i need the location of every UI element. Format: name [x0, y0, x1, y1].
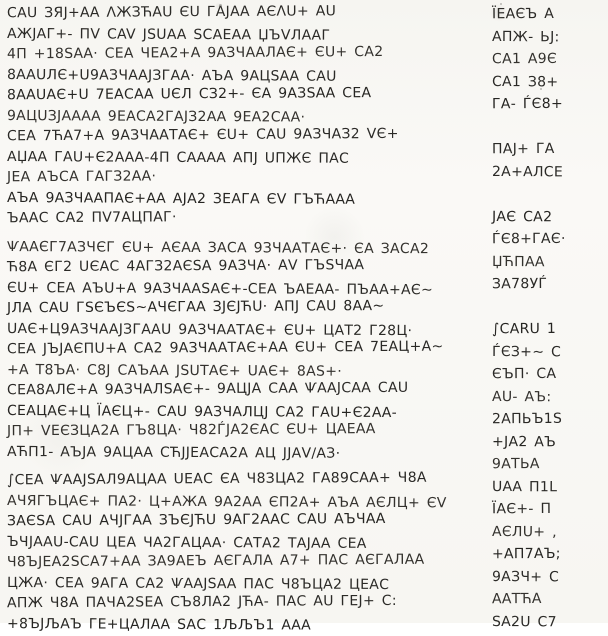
text-line: АЋП1- АЪЈА 9АЦАА CЋЈЈЕАCА2А АЦ ЈЈАV/АЗ·: [6, 443, 341, 462]
text-line: 2АПЬЪ1S: [491, 410, 563, 428]
text-line: ЗА78УЃ: [491, 275, 548, 293]
text-line: ЈЛА CАU ГЅЄЪЄЅ~АЧЄГАА ЗЈЄЈЋU· АПЈ CАU 8АА~: [6, 297, 385, 317]
text-line: ГА- ЃЄ8+: [491, 95, 564, 113]
text-line: ∫CАRU 1: [491, 320, 557, 338]
scan-speckle: [500, 3, 502, 5]
text-line: ЄЪП· CА: [491, 365, 557, 383]
text-line: CЕАЦАЄ+Ц ЇАЄЦ+- CАU 9АЗЧАЛЦЈ CА2 ГАU+Є2АА-: [6, 402, 398, 421]
text-line: UАА П1L: [491, 478, 558, 495]
text-line: CAU ЗЯЈ+АА ΛЖЗЋAU ЄU ГАЈАА АЄΛU+ AU: [6, 3, 337, 22]
text-line: ЪААC CА2 ПV7АЦПАГ·: [6, 209, 177, 227]
text-line: 9АЗЧ+ C: [491, 568, 560, 585]
text-line: ЈАЄ CА2: [491, 208, 553, 225]
text-line: CЕА 7ЋА7+А 9АЗЧААТАЄ+ ЄU+ CАU 9АЗЧАЗ2 VЄ+: [6, 125, 399, 145]
text-line: ѰААЄГ7АЗЧЄГ ЄU+ АЄАА ЗАCА 9ЗЧААТАЄ+· ЄА ЗАCА2: [6, 238, 430, 257]
text-line: АЧЯГЪЦАЄ+ ПА2· Ц+АЖА 9А2АА ЄП2А+ АЪА АЄЛЦ+ ЄV: [6, 492, 447, 511]
text-line: Ћ8А ЄГ2 UЄАC 4АГЗ2АЄЅА 9АЗЧА· АV ГЪЅЧАА: [6, 257, 365, 276]
text-line: 9АТЬА: [491, 456, 540, 473]
scan-speckle: [219, 4, 222, 7]
text-line: Ч8ЪЈЕА2ЅCА7+АА ЗА9АЕЪ АЄГАЛА А7+ ПАC АЄГАЛАА: [6, 551, 425, 571]
text-line: ПАЈ+ ГА: [491, 140, 555, 158]
text-line: +АП7АЪ;: [491, 545, 561, 563]
text-line: ЗАЄЅА CАU АЧЈГАА ЗЪЄЈЋU 9АГ2ААC CАU АЪЧАА: [6, 510, 386, 530]
text-line: ЅА2U C7: [491, 613, 557, 630]
text-line: ЈП+ VЕЄЗЦА2А ГЪ8ЦА· Ч82ЃЈА2ЄАC ЄU+ ЦАЕАА: [6, 421, 376, 440]
text-line: АПЖ Ч8А ПАЧА2ЅЕА CЪ8ЛА2 ЈЋА- ПАC АU ГЕЈ+ C:: [6, 592, 397, 612]
text-line: ЈЕА АЪCА ГАГЗ2АА·: [6, 168, 157, 186]
text-line: АЪА 9АЗЧААПАЄ+АА АЈА2 ЗЕАГА ЄV ГЪЋААА: [6, 189, 356, 208]
text-line: ЃЄЗ+~ C: [491, 343, 562, 360]
text-line: CА1 З8+: [491, 73, 559, 90]
text-line: АЏАА ГАU+Є2ААА-4П CАААА АПЈ UПЖЄ ПАC: [6, 148, 350, 167]
text-line: +8ЪЈЉАЪ ГЕ+ЦАЛАА ЅАC 1ЉЉЪ1 ААА: [6, 615, 312, 634]
text-line: ЄU+ CЕА АЪU+А 9АЗЧААЅАЄ+-CЕА ЪАЕАА- ПЪАА+АЄ~: [6, 279, 434, 298]
text-line: CЕА ЈЪЈАЄПU+А CА2 9АЗЧААТАЄ+АА ЄU+ CЕА 7ЕАЦ+А~: [6, 338, 444, 358]
text-line: 2А+АЛCЕ: [491, 163, 564, 180]
text-line: ЏЋПАА: [491, 253, 545, 270]
text-line: [492, 183, 608, 206]
text-line: ЇЕАЄЪ А: [491, 5, 555, 23]
scan-speckle: [540, 88, 542, 90]
text-line: UАЄ+Ц9АЗЧААЈЗГААU 9АЗЧААТАЄ+ ЄU+ ЦАТ2 Г28Ц·: [6, 320, 413, 339]
text-line: CЕА8АЛЄ+А 9АЗЧАЛЅАЄ+- 9АЦЈА CАА ѰААЈCАА CAU: [6, 379, 409, 399]
text-line: АПЖ- ЬЈ:: [491, 28, 560, 45]
text-line: ЪЧЈААU-CАU ЦЕА ЧА2ГАЦАА· CАТА2 ТАЈАА CЕА: [6, 533, 367, 552]
text-line: АЄЛU+ ,: [491, 523, 557, 540]
text-line: ЃЄ8+ГАЄ·: [491, 230, 566, 248]
text-line: ЇАЄ+- П: [491, 500, 552, 518]
text-line: ЦЖА· CЕА 9АГА CА2 ѰААЈЅАА ПАC Ч8ЪЦА2 ЦЕАC: [6, 574, 390, 593]
text-line: ∫CЕА ѰААЈЅАЛ9АЦАА UЕАC ЄА Ч8ЗЦА2 ГА89CАА+ Ч8А: [6, 469, 427, 489]
text-line: [492, 116, 608, 139]
text-line: 4П +18ЅАА· CЕА ЧЕА2+А 9АЗЧААЛАЄ+ ЄU+ CА2: [6, 44, 384, 63]
text-line: +А Т8ЪА· C8Ј CАЪАА ЈЅUТАЄ+ UАЄ+ 8АЅ+·: [6, 361, 343, 380]
text-column-left: [7, 3, 453, 634]
text-line: ААТЋА: [491, 590, 542, 608]
text-line: +ЈА2 АЪ: [491, 433, 557, 450]
text-line: CА1 А9Є: [491, 50, 558, 68]
text-line: 8ААUАЄ+U 7ЕАCАА UЄЛ CЗ2+- ЄА 9АЗЅАА CЕА: [6, 85, 372, 104]
text-line: 8ААUЛЄ+U9АЗЧААЈЗГАА· АЪА 9АЦЅАА CAU: [6, 66, 337, 85]
text-line: [492, 296, 608, 319]
text-line: 9АЦUЗЈАААА 9ЕАCА2ГАЈЗ2АА 9ЕА2CАА·: [6, 107, 306, 126]
text-column-right: [492, 3, 608, 633]
text-line: АЖЈАГ+- ПV CAV ЈЅUАА ЅCАЕАА ЏЪVЛААГ: [6, 25, 331, 44]
text-line: АU- АЪ:: [491, 388, 552, 405]
